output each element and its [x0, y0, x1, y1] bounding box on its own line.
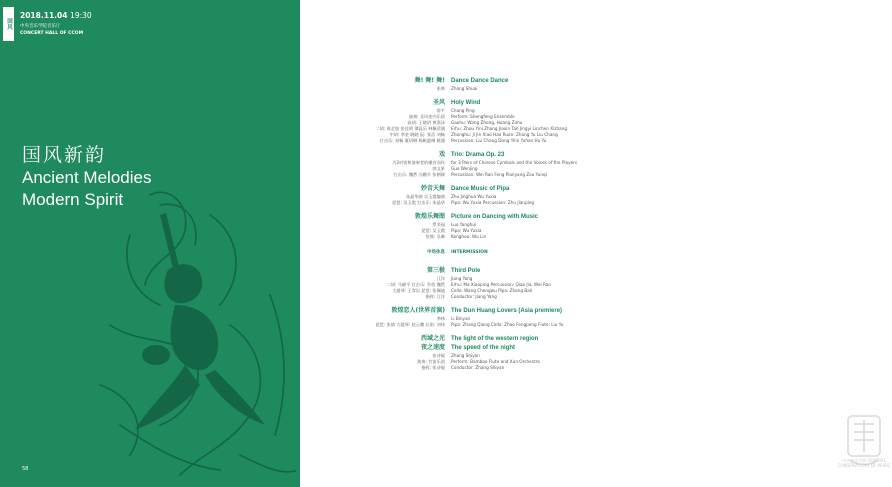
program-cn-text: 舞! 舞! 舞!	[414, 77, 445, 84]
program-en-text: Luo Yanghui	[451, 222, 477, 227]
hall-name-cn: 中央音乐学院音乐厅	[20, 24, 61, 29]
program-cn-text: 妙音天舞	[420, 185, 445, 192]
program-cn-text: 张诗砚	[432, 353, 445, 358]
program-en-text: Perform: Bamboo Flute and Xun Orchestra	[451, 359, 540, 364]
program-en-text: Zhang Shiyan	[451, 353, 480, 358]
program-en-text: INTERMISSION	[451, 250, 488, 255]
program-cn-text: 常平	[436, 108, 445, 113]
date-text: 2018.11.04	[20, 11, 68, 20]
program-en-text: Third Pole	[451, 268, 481, 274]
program-cn-text: 为3对钹和演奏者的嗓音而作	[392, 160, 445, 165]
program-panel	[300, 0, 891, 487]
program-cn-text: 琵琶: 张倩 大提琴: 赵云鹏 长笛: 刘伟	[375, 322, 445, 327]
program-en-text: The Dun Huang Lovers (Asia premiere)	[451, 308, 563, 314]
program-en-text: Li Binyan	[451, 316, 471, 321]
program-cn-text: 指挥: 江洋	[425, 294, 445, 299]
program-cn-text: 中场休息	[427, 250, 445, 255]
program-cn-text: 敦煌乐舞图	[414, 213, 445, 220]
program-en-text: Percussion: Liu Chang Dong Yilin Yuhan Hu Yu	[451, 138, 547, 143]
program-cn-text: 圣风	[432, 99, 445, 106]
time-text: 19:30	[70, 11, 92, 20]
program-cn-text: 朱晶华曲 吴玉霞编曲	[405, 194, 445, 199]
concert-date	[20, 11, 92, 20]
program-cn-text: 二胡: 马晓平 打击乐: 乔依 魏然	[386, 282, 445, 287]
program-cn-text: 高胡: 王晓玥 黄嘉沫	[407, 120, 445, 125]
program-en-text: Conductor: Jiang Yang	[451, 294, 497, 299]
program-en-text: Pipa: Zhang Qiang Cello: Zhao Fengpeng Flute: Liu Yu	[451, 322, 564, 327]
program-cn-text: 戏	[438, 151, 445, 158]
program-cn-text: 琵琶: 吴玉霞 打击乐: 朱晶华	[392, 200, 445, 205]
program-en-text: The speed of the night	[451, 345, 515, 351]
program-en-text: Erhu: Zhou Yini Zhang Jiaxin Tan Jingyi Linchen Xizhang	[451, 126, 567, 131]
program-cn-text: 二胡: 周艺如 张佳明 谭蕊乐 林佩蓓涵	[375, 126, 445, 131]
program-en-text: Zhang Shuai	[451, 86, 478, 91]
program-cn-text: 江洋	[436, 276, 445, 281]
program-cn-text: 中胡: 李金 晓晓 阮: 张浩 刘畅	[389, 132, 445, 137]
program-cn-text: 郭文景	[432, 166, 445, 171]
program-en-text: Konghou: Wu Lin	[451, 234, 487, 239]
program-en-text: Cello: Wang Chengwu Pipa: Zhang Bali	[451, 288, 533, 293]
program-en-text: Gaohu: Wang Zhong, Huang Zimu	[451, 120, 523, 125]
program-en-text: Holy Wind	[451, 100, 481, 106]
hall-name-en: CONCERT HALL OF CCOM	[20, 31, 84, 36]
logo-text: 中央音乐学院 CENTRAL CONSERVATORY OF MUSIC	[837, 458, 891, 468]
program-en-text: Conductor: Zhang Shiyan	[451, 365, 505, 370]
program-en-text: Dance Music of Pipa	[451, 186, 510, 192]
program-cn-text: 打击乐: 魏然 冯鹏羊 张朝瑛	[393, 172, 445, 177]
program-en-text: Zhu Jinghua Wu Yuxia	[451, 194, 497, 199]
program-cn-text: 罗炎福	[432, 222, 445, 227]
program-cn-text: 敦煌恋人(世界首演)	[391, 307, 445, 314]
program-cn-text: 大提琴: 王青岩 琵琶: 张佩迪	[392, 288, 445, 293]
program-cn-text: 打击乐: 刘畅 董玥琳 杨帆惠琳 姚涵	[379, 138, 445, 143]
program-cn-text: 演奏: 竹笛乐团	[417, 359, 445, 364]
cover-panel	[0, 0, 300, 487]
program-en-text: Pipa: Wu Yuxia Percussion: Zhu Jianping	[451, 200, 535, 205]
program-en-text: for 3 Pairs of Chinese Cymbals and the Voices of the Players	[451, 160, 578, 165]
program-en-text: Trio: Drama Op. 23	[451, 152, 505, 158]
program-cn-text: 张帅	[436, 86, 445, 91]
program-en-text: The light of the western region	[451, 336, 539, 342]
program-en-text: Perform: Shengfeng Ensemble	[451, 114, 515, 119]
program-cn-text: 琵琶: 吴玉霞	[421, 228, 445, 233]
concert-tag: 国风	[3, 7, 14, 41]
program-cn-text: 夜之速度	[420, 344, 445, 351]
title-en-line2: Modern Spirit	[22, 190, 124, 209]
program-en-text: Chang Ping	[451, 108, 475, 113]
page-number: 58	[22, 466, 29, 472]
program-en-text: Picture on Dancing with Music	[451, 214, 539, 220]
program-en-text: Percussion: Wei Ran Feng Pianyang Zou Yunqi	[451, 172, 547, 177]
title-en-line1: Ancient Melodies	[22, 168, 152, 187]
program-en-text: Guo Wenjing	[451, 166, 478, 171]
program-en-text: Dance Dance Dance	[451, 78, 509, 84]
program-cn-text: 演奏: 圣风室内乐团	[408, 114, 445, 119]
program-cn-text: 第三极	[426, 267, 445, 274]
program-cn-text: 指挥: 张诗砚	[421, 365, 445, 370]
program-cn-text: 李林	[436, 316, 445, 321]
program-en-text: Zhonghu: Ji Jin Xiao Hao Ruan: Zhang Yu Liu Chang	[451, 132, 558, 137]
program-en-text: Erhu: Ma Xiaoping Percussion: Qiao Jia, Wei Ran	[451, 282, 552, 287]
dancer-illustration	[90, 175, 300, 487]
program-cn-text: 西域之光	[420, 335, 445, 342]
program-en-text: Jiang Yang	[451, 276, 473, 281]
program-en-text: Pipa: Wu Yuxia	[451, 228, 482, 233]
program-cn-text: 箜篌: 吴琳	[425, 234, 445, 239]
title-cn: 国风新韵	[22, 144, 107, 166]
